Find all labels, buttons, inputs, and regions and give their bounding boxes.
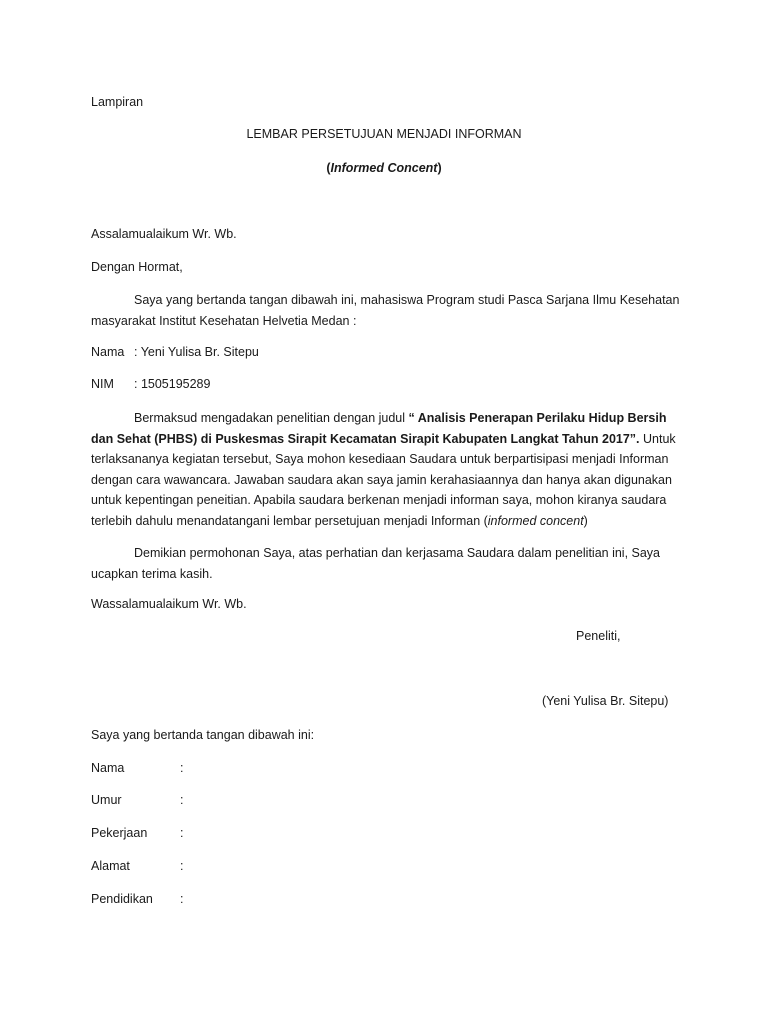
lampiran-label: Lampiran [91, 95, 144, 109]
intro-paragraph: Saya yang bertanda tangan dibawah ini, mahasiswa Program studi Pasca Sarjana Ilmu Kesehatan masyarakat Institut Kesehatan Helvetia Medan : [91, 293, 680, 328]
research-title: “ Analisis Penerapan Perilaku Hidup Bersih dan Sehat (PHBS) di Puskesmas Sirapit Kecamatan Sirapit Kabupaten Langkat Tahun 2017”. [91, 411, 667, 446]
form-field-colon: : [180, 826, 184, 840]
form-field-colon: : [180, 892, 184, 906]
closing-paragraph: Demikian permohonan Saya, atas perhatian dan kerjasama Saudara dalam penelitian ini, Saya ucapkan terima kasih. [91, 546, 661, 581]
document-title: LEMBAR PERSETUJUAN MENJADI INFORMAN [246, 127, 522, 141]
form-field-label: Nama [91, 761, 125, 775]
form-field-colon: : [180, 793, 184, 807]
greeting: Assalamualaikum Wr. Wb. [91, 227, 237, 241]
subtitle-open-paren: ( [326, 161, 331, 175]
signer-role: Peneliti, [576, 629, 621, 643]
form-field-label: Pekerjaan [91, 826, 148, 840]
farewell: Wassalamualaikum Wr. Wb. [91, 597, 247, 611]
body-part2: Untuk terlaksananya kegiatan tersebut, Saya mohon kesediaan Saudara untuk berpartisipasi menjadi Informan dengan cara wawancara. Jawaban saudara akan saya jamin kerahasiaannya dan hanya akan digunakan untuk kepentingan peneitian. Apabila saudara berkenan menjadi informan saya, mohon kiranya saudara terlebih dahulu menandatangani lembar persetujuan menjadi Informan ( [91, 431, 676, 528]
body-italic: informed concent [487, 513, 584, 528]
researcher-nama-label: Nama [91, 345, 125, 359]
document-subtitle [0, 161, 768, 175]
researcher-nim-label: NIM [91, 377, 114, 391]
signer-name: (Yeni Yulisa Br. Sitepu) [542, 694, 669, 708]
form-field-label: Alamat [91, 859, 130, 873]
salutation: Dengan Hormat, [91, 260, 183, 274]
subtitle-italic-text: Informed Concent [330, 161, 438, 175]
form-field-colon: : [180, 761, 184, 775]
researcher-nim-value: : 1505195289 [134, 377, 211, 391]
researcher-nama-value: : Yeni Yulisa Br. Sitepu [134, 345, 259, 359]
form-field-label: Pendidikan [91, 892, 153, 906]
form-intro: Saya yang bertanda tangan dibawah ini: [91, 728, 315, 742]
subtitle-close-paren: ) [437, 161, 442, 175]
body-paragraph [91, 408, 681, 531]
form-field-label: Umur [91, 793, 122, 807]
body-part1: Bermaksud mengadakan penelitian dengan judul [134, 411, 409, 425]
form-field-colon: : [180, 859, 184, 873]
body-part3: ) [583, 513, 588, 528]
